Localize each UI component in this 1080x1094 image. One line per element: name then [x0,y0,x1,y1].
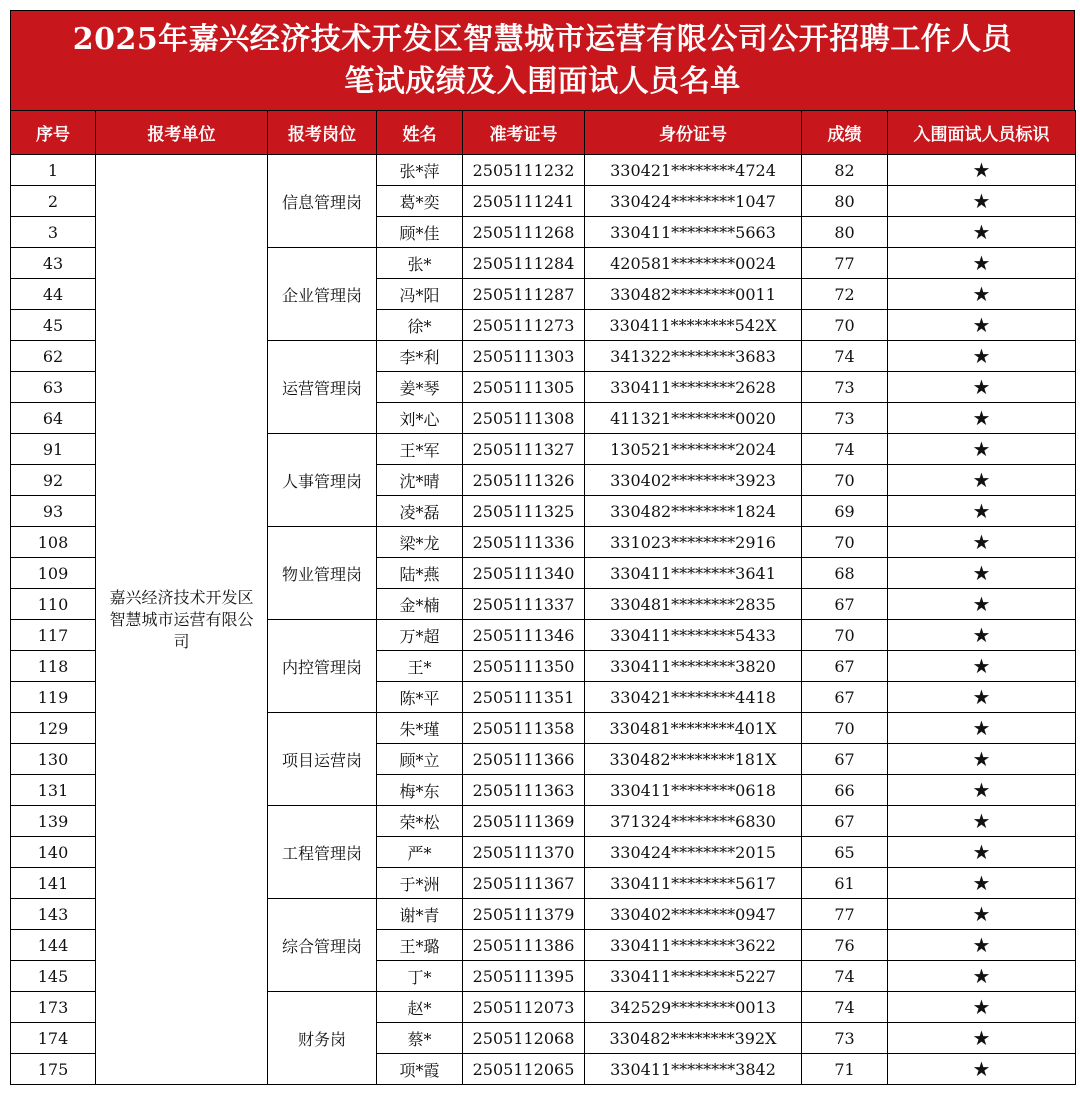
id-card-cell: 330482********181X [585,744,802,775]
star-icon: ★ [888,434,1076,465]
position-cell: 内控管理岗 [268,620,377,713]
name-cell: 陈*平 [377,682,463,713]
position-cell: 信息管理岗 [268,155,377,248]
serial-cell: 63 [11,372,96,403]
name-cell: 丁* [377,961,463,992]
id-card-cell: 330411********2628 [585,372,802,403]
star-icon: ★ [888,248,1076,279]
serial-cell: 64 [11,403,96,434]
score-cell: 68 [802,558,888,589]
id-card-cell: 330424********1047 [585,186,802,217]
serial-cell: 119 [11,682,96,713]
name-cell: 于*洲 [377,868,463,899]
exam-id-cell: 2505111350 [463,651,585,682]
header-interview-mark: 入围面试人员标识 [888,111,1076,155]
title-line-1: 2025年嘉兴经济技术开发区智慧城市运营有限公司公开招聘工作人员 [72,21,1013,57]
star-icon: ★ [888,1023,1076,1054]
score-cell: 73 [802,372,888,403]
name-cell: 万*超 [377,620,463,651]
exam-id-cell: 2505111366 [463,744,585,775]
star-icon: ★ [888,465,1076,496]
exam-id-cell: 2505111287 [463,279,585,310]
score-cell: 70 [802,310,888,341]
exam-id-cell: 2505111363 [463,775,585,806]
exam-id-cell: 2505111337 [463,589,585,620]
id-card-cell: 342529********0013 [585,992,802,1023]
exam-id-cell: 2505111326 [463,465,585,496]
name-cell: 徐* [377,310,463,341]
position-cell: 财务岗 [268,992,377,1085]
position-cell: 物业管理岗 [268,527,377,620]
score-cell: 61 [802,868,888,899]
serial-cell: 129 [11,713,96,744]
star-icon: ★ [888,961,1076,992]
exam-id-cell: 2505111268 [463,217,585,248]
id-card-cell: 331023********2916 [585,527,802,558]
star-icon: ★ [888,372,1076,403]
score-cell: 73 [802,403,888,434]
score-cell: 70 [802,465,888,496]
exam-id-cell: 2505111325 [463,496,585,527]
header-serial: 序号 [11,111,96,155]
name-cell: 梅*东 [377,775,463,806]
exam-id-cell: 2505111232 [463,155,585,186]
id-card-cell: 341322********3683 [585,341,802,372]
score-cell: 73 [802,1023,888,1054]
id-card-cell: 330421********4724 [585,155,802,186]
star-icon: ★ [888,310,1076,341]
exam-id-cell: 2505111395 [463,961,585,992]
name-cell: 王*军 [377,434,463,465]
id-card-cell: 330481********401X [585,713,802,744]
score-cell: 74 [802,341,888,372]
serial-cell: 118 [11,651,96,682]
id-card-cell: 420581********0024 [585,248,802,279]
serial-cell: 3 [11,217,96,248]
score-cell: 74 [802,961,888,992]
name-cell: 张*萍 [377,155,463,186]
exam-id-cell: 2505112065 [463,1054,585,1085]
star-icon: ★ [888,155,1076,186]
score-cell: 67 [802,651,888,682]
position-cell: 工程管理岗 [268,806,377,899]
header-position: 报考岗位 [268,111,377,155]
name-cell: 严* [377,837,463,868]
name-cell: 谢*青 [377,899,463,930]
name-cell: 刘*心 [377,403,463,434]
star-icon: ★ [888,930,1076,961]
position-cell: 项目运营岗 [268,713,377,806]
exam-id-cell: 2505111351 [463,682,585,713]
id-card-cell: 330411********5663 [585,217,802,248]
id-card-cell: 130521********2024 [585,434,802,465]
score-cell: 67 [802,806,888,837]
id-card-cell: 330411********3641 [585,558,802,589]
id-card-cell: 330482********1824 [585,496,802,527]
star-icon: ★ [888,651,1076,682]
score-cell: 65 [802,837,888,868]
position-cell: 企业管理岗 [268,248,377,341]
exam-id-cell: 2505111367 [463,868,585,899]
serial-cell: 45 [11,310,96,341]
id-card-cell: 330482********392X [585,1023,802,1054]
header-score: 成绩 [802,111,888,155]
score-cell: 77 [802,899,888,930]
header-name: 姓名 [377,111,463,155]
serial-cell: 109 [11,558,96,589]
id-card-cell: 330411********3842 [585,1054,802,1085]
exam-id-cell: 2505111369 [463,806,585,837]
exam-id-cell: 2505111273 [463,310,585,341]
score-cell: 82 [802,155,888,186]
serial-cell: 93 [11,496,96,527]
name-cell: 李*利 [377,341,463,372]
serial-cell: 92 [11,465,96,496]
name-cell: 梁*龙 [377,527,463,558]
serial-cell: 175 [11,1054,96,1085]
header-exam-id: 准考证号 [463,111,585,155]
id-card-cell: 330482********0011 [585,279,802,310]
name-cell: 顾*佳 [377,217,463,248]
score-cell: 74 [802,434,888,465]
position-cell: 运营管理岗 [268,341,377,434]
star-icon: ★ [888,837,1076,868]
serial-cell: 139 [11,806,96,837]
name-cell: 沈*晴 [377,465,463,496]
id-card-cell: 330421********4418 [585,682,802,713]
name-cell: 项*霞 [377,1054,463,1085]
serial-cell: 131 [11,775,96,806]
position-cell: 人事管理岗 [268,434,377,527]
name-cell: 葛*奕 [377,186,463,217]
name-cell: 朱*瑾 [377,713,463,744]
name-cell: 顾*立 [377,744,463,775]
star-icon: ★ [888,744,1076,775]
name-cell: 陆*燕 [377,558,463,589]
serial-cell: 110 [11,589,96,620]
exam-id-cell: 2505112073 [463,992,585,1023]
name-cell: 荣*松 [377,806,463,837]
star-icon: ★ [888,620,1076,651]
id-card-cell: 330411********5433 [585,620,802,651]
score-cell: 67 [802,744,888,775]
id-card-cell: 330411********5227 [585,961,802,992]
score-cell: 70 [802,620,888,651]
exam-id-cell: 2505111370 [463,837,585,868]
name-cell: 姜*琴 [377,372,463,403]
serial-cell: 43 [11,248,96,279]
serial-cell: 62 [11,341,96,372]
serial-cell: 143 [11,899,96,930]
exam-id-cell: 2505111284 [463,248,585,279]
exam-id-cell: 2505111346 [463,620,585,651]
score-cell: 67 [802,589,888,620]
id-card-cell: 330402********0947 [585,899,802,930]
exam-id-cell: 2505111379 [463,899,585,930]
table-header-row [11,111,1076,155]
score-cell: 74 [802,992,888,1023]
star-icon: ★ [888,899,1076,930]
exam-id-cell: 2505111308 [463,403,585,434]
score-cell: 80 [802,186,888,217]
star-icon: ★ [888,589,1076,620]
score-cell: 77 [802,248,888,279]
serial-cell: 145 [11,961,96,992]
exam-id-cell: 2505111336 [463,527,585,558]
name-cell: 王* [377,651,463,682]
serial-cell: 1 [11,155,96,186]
results-sheet [10,10,1075,1085]
id-card-cell: 330411********542X [585,310,802,341]
id-card-cell: 330411********5617 [585,868,802,899]
exam-id-cell: 2505111327 [463,434,585,465]
exam-id-cell: 2505111340 [463,558,585,589]
exam-id-cell: 2505111305 [463,372,585,403]
serial-cell: 141 [11,868,96,899]
star-icon: ★ [888,1054,1076,1085]
exam-id-cell: 2505111358 [463,713,585,744]
star-icon: ★ [888,806,1076,837]
title-banner [10,10,1075,110]
title-line-2: 笔试成绩及入围面试人员名单 [344,63,741,99]
star-icon: ★ [888,682,1076,713]
header-unit: 报考单位 [96,111,268,155]
star-icon: ★ [888,992,1076,1023]
star-icon: ★ [888,868,1076,899]
id-card-cell: 330411********0618 [585,775,802,806]
serial-cell: 144 [11,930,96,961]
star-icon: ★ [888,403,1076,434]
serial-cell: 2 [11,186,96,217]
id-card-cell: 330411********3820 [585,651,802,682]
star-icon: ★ [888,527,1076,558]
serial-cell: 91 [11,434,96,465]
score-cell: 76 [802,930,888,961]
score-cell: 70 [802,527,888,558]
name-cell: 王*璐 [377,930,463,961]
table-body [11,155,1076,1085]
star-icon: ★ [888,496,1076,527]
id-card-cell: 330481********2835 [585,589,802,620]
id-card-cell: 330402********3923 [585,465,802,496]
serial-cell: 173 [11,992,96,1023]
position-cell: 综合管理岗 [268,899,377,992]
star-icon: ★ [888,341,1076,372]
star-icon: ★ [888,558,1076,589]
score-cell: 70 [802,713,888,744]
score-cell: 67 [802,682,888,713]
serial-cell: 174 [11,1023,96,1054]
header-id-card: 身份证号 [585,111,802,155]
results-table [10,110,1076,1085]
id-card-cell: 330411********3622 [585,930,802,961]
id-card-cell: 330424********2015 [585,837,802,868]
star-icon: ★ [888,775,1076,806]
name-cell: 金*楠 [377,589,463,620]
exam-id-cell: 2505112068 [463,1023,585,1054]
serial-cell: 117 [11,620,96,651]
id-card-cell: 371324********6830 [585,806,802,837]
score-cell: 80 [802,217,888,248]
name-cell: 张* [377,248,463,279]
star-icon: ★ [888,186,1076,217]
unit-cell: 嘉兴经济技术开发区智慧城市运营有限公司 [96,155,268,1085]
name-cell: 蔡* [377,1023,463,1054]
star-icon: ★ [888,217,1076,248]
exam-id-cell: 2505111303 [463,341,585,372]
name-cell: 凌*磊 [377,496,463,527]
id-card-cell: 411321********0020 [585,403,802,434]
score-cell: 69 [802,496,888,527]
serial-cell: 44 [11,279,96,310]
star-icon: ★ [888,279,1076,310]
table-row [11,155,1076,186]
serial-cell: 108 [11,527,96,558]
serial-cell: 140 [11,837,96,868]
score-cell: 66 [802,775,888,806]
exam-id-cell: 2505111241 [463,186,585,217]
name-cell: 赵* [377,992,463,1023]
serial-cell: 130 [11,744,96,775]
score-cell: 72 [802,279,888,310]
name-cell: 冯*阳 [377,279,463,310]
star-icon: ★ [888,713,1076,744]
exam-id-cell: 2505111386 [463,930,585,961]
score-cell: 71 [802,1054,888,1085]
